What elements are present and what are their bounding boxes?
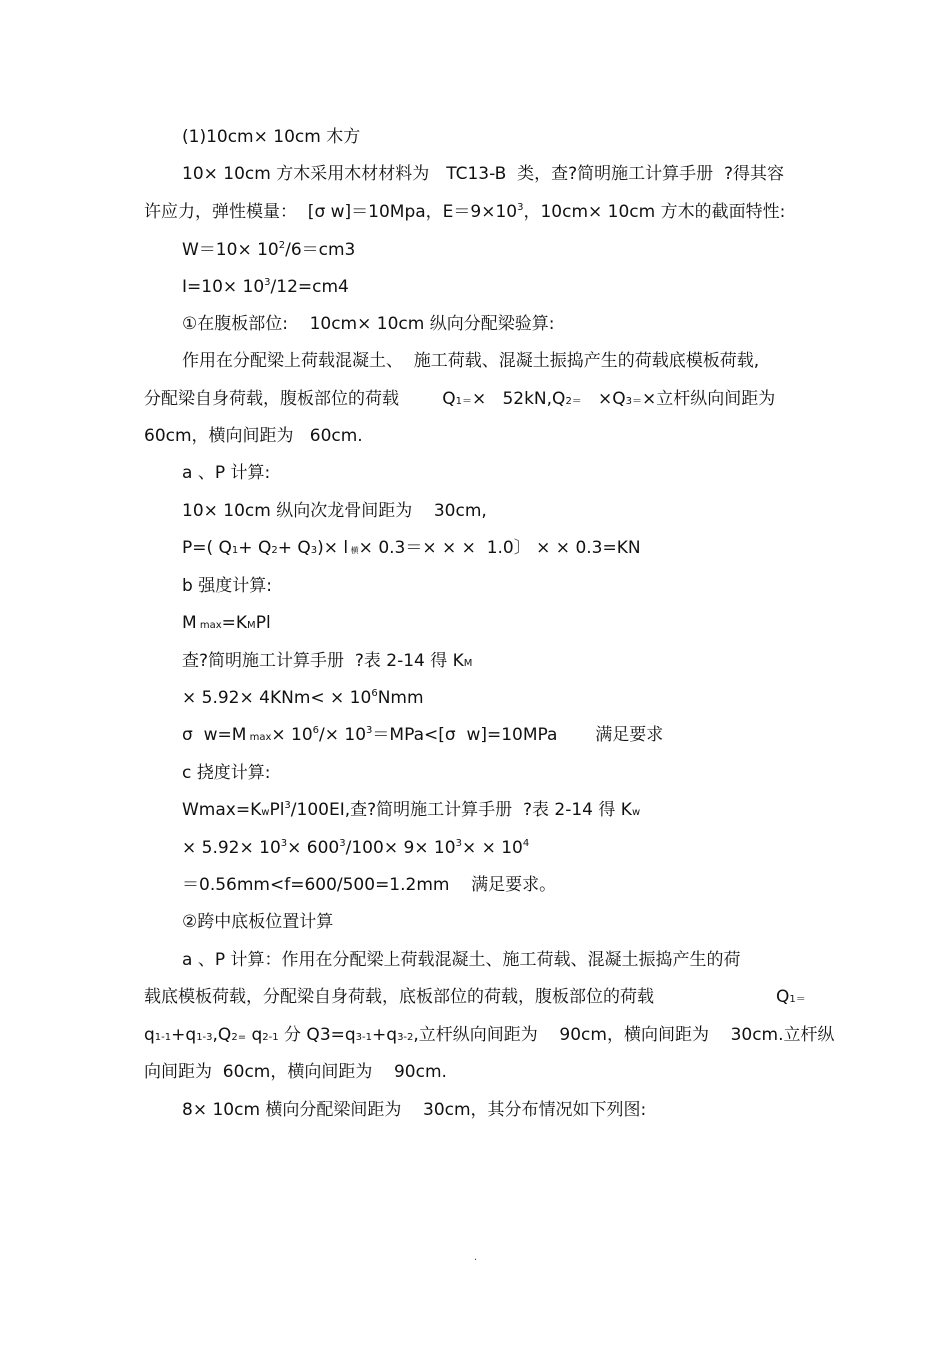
subscript: 横 [348,546,359,555]
text: + Q [277,538,311,558]
subscript: M [247,620,256,631]
heading-timber-10x10 [182,126,360,148]
text: =K [221,613,248,633]
subscript: w [631,807,641,818]
formula-line [182,837,529,859]
paragraph-line [182,163,784,185]
subheading-strength [182,575,272,597]
subscript: 1-1 [154,1032,172,1043]
text: )× l [317,538,349,558]
text: c 挠度计算: [182,763,271,783]
text: 作用在分配梁上荷载混凝土、 施工荷载、混凝土振捣产生的荷载底模板荷载, [182,351,760,371]
formula-line [182,874,556,896]
text: ①在腹板部位: 10cm× 10cm 纵向分配梁验算: [182,314,555,334]
text: Q [776,987,790,1007]
text: Nmm [377,688,424,708]
text: (1)10cm× 10cm 木方 [182,127,361,147]
text: ,立杆纵向间距为 90cm，横向间距为 30cm.立杆纵 [413,1025,835,1045]
superscript: 6 [312,725,320,736]
text: × 10 [271,725,313,745]
text: σ w=M [182,725,247,745]
subscript: M [463,658,473,669]
subscript: 3-2 [397,1032,414,1043]
formula-sigma [182,724,663,749]
text: 分配梁自身荷载，腹板部位的荷载 Q [144,389,456,409]
text: +q [171,1025,197,1045]
paragraph-line [144,1024,835,1049]
text: 8× 10cm 横向分配梁间距为 30cm，其分布情况如下列图: [182,1100,647,1120]
subscript: 1＝ [455,396,472,407]
superscript: 3 [339,838,346,849]
text: a 、P 计算: [182,463,271,483]
paragraph-line [144,425,363,447]
text: 10× 10cm 纵向次龙骨间距为 30cm, [182,501,487,521]
text: /100× 9× 10 [345,838,456,858]
text: /× 10 [319,725,367,745]
text: b 强度计算: [182,576,272,596]
text: 载底模板荷载，分配梁自身荷载，底板部位的荷载，腹板部位的荷载 [144,987,654,1007]
subscript: 2= [231,1032,247,1043]
text: × 0.3＝× × × 1.0〕 × × 0.3=KN [358,538,641,558]
superscript: 3 [284,800,291,811]
text: ,Q [212,1025,232,1045]
text: ×Q [581,389,626,409]
text: + Q [238,538,272,558]
subscript: 1-3 [196,1032,213,1043]
superscript: 3 [455,838,462,849]
text: ×立杆纵向间距为 [642,389,776,409]
subscript: 2-1 [262,1032,279,1043]
subheading-p-calc [182,462,270,484]
text: /100EI,查?简明施工计算手册 ?表 2-14 得 K [290,800,632,820]
formula-i [182,276,349,298]
superscript: 2 [278,240,286,251]
paragraph-line [182,500,487,522]
text: Pl [255,613,271,633]
superscript: 3 [517,202,524,213]
paragraph-line-end [776,986,806,1011]
text: Wmax=K [182,800,262,820]
text: M [182,613,197,633]
text: I=10× 10 [182,277,265,297]
subscript: w [261,807,270,818]
paragraph-line [182,350,759,372]
formula-p [182,537,641,562]
subscript: 1＝ [789,994,806,1005]
paragraph-line [182,650,472,675]
subscript: max [246,732,272,743]
text: × 52kN,Q [472,389,566,409]
subscript: max [196,620,222,631]
text: × × 10 [461,838,523,858]
text: +q [372,1025,398,1045]
formula-mmax [182,612,271,637]
paragraph-line [144,201,785,223]
text: a 、P 计算：作用在分配梁上荷载混凝土、施工荷载、混凝土振捣产生的荷 [182,950,741,970]
subscript: 3＝ [625,396,643,407]
formula-w [182,239,355,261]
superscript: 3 [366,725,373,736]
formula-line [182,687,424,709]
text: W＝10× 10 [182,240,279,260]
section-midspan [182,911,333,933]
text: × 5.92× 10 [182,838,281,858]
subheading-deflection [182,762,270,784]
text: Pl [269,800,285,820]
text: ＝MPa<[σ w]=10MPa 满足要求 [372,725,664,745]
text: × 5.92× 4KNm< × 10 [182,688,372,708]
text: q [144,1025,155,1045]
paragraph-line [182,949,740,971]
text: /12=cm4 [270,277,349,297]
formula-wmax [182,799,640,824]
text: 10× 10cm 方木采用木材材料为 TC13-B 类，查?简明施工计算手册 ?得其容 [182,164,784,184]
subscript: 3 [310,545,318,556]
text: 向间距为 60cm，横向间距为 90cm. [144,1062,447,1082]
paragraph-line [182,1099,646,1121]
subscript: 2＝ [565,396,582,407]
paragraph-line [144,986,654,1008]
text: 查?简明施工计算手册 ?表 2-14 得 K [182,651,464,671]
text: 60cm，横向间距为 60cm. [144,426,363,446]
text: /6＝cm3 [285,240,356,260]
subscript: 3-1 [355,1032,373,1043]
text: 许应力，弹性模量： [σ w]＝10Mpa，E＝9×10 [144,202,518,222]
superscript: 4 [522,838,530,849]
superscript: 3 [264,277,271,288]
paragraph-line [144,1061,447,1083]
subscript: 1 [231,545,239,556]
text: P=( Q [182,538,232,558]
superscript: 6 [371,688,378,699]
text: ，10cm× 10cm 方木的截面特性: [523,202,786,222]
superscript: 3 [280,838,288,849]
paragraph-line [144,388,775,413]
page-footer-dot: . [474,1252,478,1263]
text: ②跨中底板位置计算 [182,912,334,932]
text: 分 Q3=q [278,1025,356,1045]
subscript: 2 [271,545,278,556]
section-web-check [182,313,554,335]
text: ＝0.56mm<f=600/500=1.2mm 满足要求。 [182,875,557,895]
text: × 600 [287,838,340,858]
text: q [246,1025,263,1045]
